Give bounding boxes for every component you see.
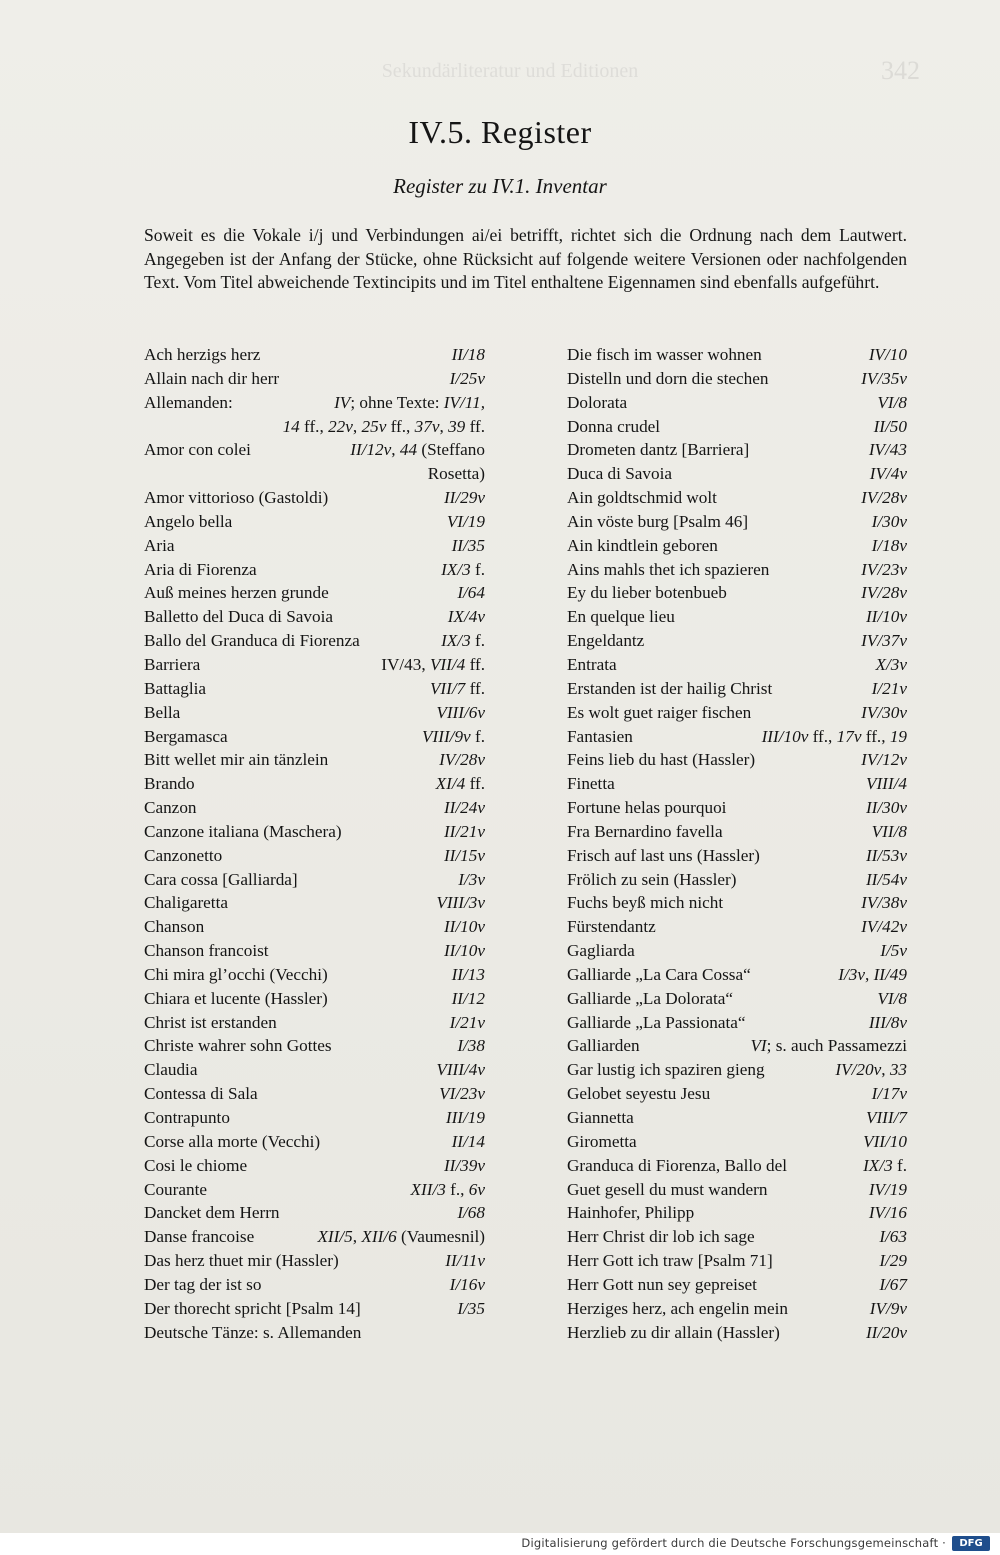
register-entry xyxy=(144,891,485,915)
register-entry xyxy=(144,1297,485,1321)
register-entry xyxy=(144,1106,485,1130)
entry-reference: IV/23v xyxy=(861,559,907,579)
show-through-running-title: Sekundärliteratur und Editionen xyxy=(381,60,639,82)
entry-title: Gar lustig ich spaziren gieng xyxy=(567,1060,765,1080)
register-entry xyxy=(144,701,485,725)
entry-title: Finetta xyxy=(567,774,615,794)
register-entry xyxy=(567,415,907,439)
entry-reference: IX/4v xyxy=(447,607,485,627)
entry-reference: IV/28v xyxy=(861,583,907,603)
register-column-right xyxy=(567,343,907,1344)
register-entry xyxy=(567,1011,907,1035)
entry-title: Battaglia xyxy=(144,678,207,698)
entry-title: Cara cossa [Galliarda] xyxy=(144,869,298,889)
entry-title: Es wolt guet raiger fischen xyxy=(567,702,752,722)
entry-title: Feins lieb du hast (Hassler) xyxy=(567,750,756,770)
entry-title: Girometta xyxy=(567,1131,637,1151)
register-entry xyxy=(567,725,907,749)
entry-reference: VII/8 xyxy=(871,821,907,841)
register-entry xyxy=(567,939,907,963)
entry-title: Hainhofer, Philipp xyxy=(567,1203,695,1223)
dfg-logo: DFG xyxy=(952,1536,990,1551)
entry-reference: XI/4 ff. xyxy=(435,774,485,794)
entry-reference: I/16v xyxy=(449,1274,485,1294)
entry-reference: IV/28v xyxy=(439,750,485,770)
entry-reference: II/15v xyxy=(443,845,485,865)
register-entry xyxy=(144,367,485,391)
register-entry xyxy=(144,653,485,677)
register-entry xyxy=(144,510,485,534)
entry-title: Guet gesell du must wandern xyxy=(567,1179,768,1199)
register-entry xyxy=(144,987,485,1011)
register-entry xyxy=(144,581,485,605)
entry-reference: VIII/4v xyxy=(436,1060,485,1080)
entry-reference: VI/19 xyxy=(446,511,485,531)
digitization-footer xyxy=(0,1533,1000,1555)
entry-title: Ain kindtlein geboren xyxy=(567,535,718,555)
register-entry xyxy=(144,605,485,629)
entry-title: Frölich zu sein (Hassler) xyxy=(567,869,737,889)
entry-title: Herr Gott nun sey gepreiset xyxy=(567,1274,757,1294)
register-entry xyxy=(144,1154,485,1178)
entry-reference: II/10v xyxy=(443,917,485,937)
register-entry xyxy=(144,1201,485,1225)
entry-title: Chiara et lucente (Hassler) xyxy=(144,988,328,1008)
entry-title: Ains mahls thet ich spazieren xyxy=(567,559,770,579)
entry-reference: II/35 xyxy=(451,535,485,555)
entry-title: Gelobet seyestu Jesu xyxy=(567,1084,711,1104)
entry-reference: VIII/9v f. xyxy=(422,726,485,746)
register-entry xyxy=(567,367,907,391)
entry-title: Ain vöste burg [Psalm 46] xyxy=(567,511,749,531)
entry-reference: I/5v xyxy=(880,941,907,961)
entry-title: Cosi le chiome xyxy=(144,1155,248,1175)
entry-reference: I/30v xyxy=(871,511,907,531)
register-entry xyxy=(567,629,907,653)
entry-reference: I/21v xyxy=(871,678,907,698)
entry-reference: IV/42v xyxy=(861,917,907,937)
entry-title: Ey du lieber botenbueb xyxy=(567,583,727,603)
register-entry xyxy=(144,725,485,749)
entry-reference: IX/3 f. xyxy=(441,631,485,651)
register-entry xyxy=(144,1034,485,1058)
entry-reference: VIII/6v xyxy=(436,702,485,722)
entry-reference: VI; s. auch Passamezzi xyxy=(750,1036,907,1056)
register-entry xyxy=(567,1130,907,1154)
entry-reference: IV/20v, 33 xyxy=(835,1060,907,1080)
register-entry xyxy=(567,558,907,582)
entry-reference: III/10v ff., 17v ff., 19 xyxy=(761,726,907,746)
entry-reference: II/10v xyxy=(443,941,485,961)
register-entry xyxy=(567,1178,907,1202)
register-entry xyxy=(567,844,907,868)
entry-reference: II/12v, 44 (Steffano xyxy=(350,440,485,460)
register-entry xyxy=(567,1249,907,1273)
entry-title: Herziges herz, ach engelin mein xyxy=(567,1298,788,1318)
entry-title: Dancket dem Herrn xyxy=(144,1203,280,1223)
register-entry xyxy=(144,462,485,486)
entry-title: Drometen dantz [Barriera] xyxy=(567,440,750,460)
entry-title: Ach herzigs herz xyxy=(144,345,261,364)
entry-reference: II/11v xyxy=(445,1251,485,1271)
entry-reference: IV/35v xyxy=(861,368,907,388)
entry-reference: II/18 xyxy=(451,345,485,364)
entry-title: Aria xyxy=(144,535,175,555)
entry-reference: II/30v xyxy=(865,798,907,818)
entry-title: Canzon xyxy=(144,798,197,818)
entry-title: Fuchs beyß mich nicht xyxy=(567,893,724,913)
entry-reference: IV/43 xyxy=(868,440,907,460)
register-entry xyxy=(144,772,485,796)
register-entry xyxy=(144,1225,485,1249)
entry-title: Corse alla morte (Vecchi) xyxy=(144,1131,321,1151)
entry-title: Allemanden: xyxy=(144,392,233,412)
register-entry xyxy=(144,1058,485,1082)
entry-title: Barriera xyxy=(144,654,201,674)
register-entry xyxy=(144,1082,485,1106)
register-entry xyxy=(567,772,907,796)
entry-title: Bella xyxy=(144,702,181,722)
register-entry xyxy=(567,605,907,629)
register-entry xyxy=(567,987,907,1011)
entry-title: Courante xyxy=(144,1179,208,1199)
entry-title: Bitt wellet mir ain tänzlein xyxy=(144,750,329,770)
register-entry xyxy=(144,629,485,653)
entry-title: Dolorata xyxy=(567,392,628,412)
entry-title: Deutsche Tänze: s. Allemanden xyxy=(144,1322,362,1342)
entry-reference: IV/16 xyxy=(868,1203,907,1223)
entry-reference: IV/28v xyxy=(861,488,907,508)
entry-title: Fantasien xyxy=(567,726,633,746)
entry-reference: VIII/4 xyxy=(865,774,907,794)
entry-reference: II/20v xyxy=(865,1322,907,1342)
entry-reference: 14 ff., 22v, 25v ff., 37v, 39 ff. xyxy=(282,416,485,436)
entry-reference: I/64 xyxy=(457,583,485,603)
entry-reference: III/19 xyxy=(445,1108,485,1127)
entry-title: Amor vittorioso (Gastoldi) xyxy=(144,488,329,508)
register-entry xyxy=(567,391,907,415)
register-entry xyxy=(567,677,907,701)
entry-title: Giannetta xyxy=(567,1108,634,1127)
entry-reference: VI/8 xyxy=(877,988,907,1008)
entry-title: Der tag der ist so xyxy=(144,1274,262,1294)
register-entry xyxy=(144,1321,485,1345)
entry-title: Canzone italiana (Maschera) xyxy=(144,821,342,841)
register-entry xyxy=(144,677,485,701)
entry-title: Ballo del Granduca di Fiorenza xyxy=(144,631,360,651)
entry-reference: IV/9v xyxy=(869,1298,907,1318)
register-entry xyxy=(144,1249,485,1273)
entry-reference: IV/10 xyxy=(868,345,907,364)
entry-reference: II/12 xyxy=(451,988,485,1008)
register-entry xyxy=(567,820,907,844)
entry-title: Herzlieb zu dir allain (Hassler) xyxy=(567,1322,780,1342)
register-entry xyxy=(144,820,485,844)
entry-reference: I/21v xyxy=(449,1012,485,1032)
entry-title: Gagliarda xyxy=(567,941,635,961)
entry-title: Aria di Fiorenza xyxy=(144,559,257,579)
register-entry xyxy=(144,534,485,558)
entry-title: Amor con colei xyxy=(144,440,251,460)
intro-paragraph: Soweit es die Vokale i/j und Verbindungen ai/ei betrifft, richtet sich die Ordnung nach dem Lautwert. Angegeben ist der Anfang der Stücke, ohne Rücksicht auf folgende weitere Versionen oder nachfolgenden Text. Vom Titel abweichende Textincipits und im Titel enthaltene Eigennamen sind ebenfalls aufgeführt. xyxy=(144,225,907,292)
entry-title: Frisch auf last uns (Hassler) xyxy=(567,845,760,865)
entry-reference: IV/38v xyxy=(861,893,907,913)
entry-title: Contrapunto xyxy=(144,1108,230,1127)
entry-title: Galliarde „La Passionata“ xyxy=(567,1012,746,1032)
entry-reference: I/17v xyxy=(871,1084,907,1104)
register-entry xyxy=(567,1225,907,1249)
entry-title: Donna crudel xyxy=(567,416,661,436)
entry-reference: IX/3 f. xyxy=(863,1155,907,1175)
register-entry xyxy=(144,558,485,582)
register-entry xyxy=(567,748,907,772)
entry-title: Fortune helas pourquoi xyxy=(567,798,727,818)
entry-reference: II/39v xyxy=(443,1155,485,1175)
entry-title: Galliarde „La Dolorata“ xyxy=(567,988,734,1008)
register-entry xyxy=(567,343,907,367)
entry-reference: II/24v xyxy=(443,798,485,818)
entry-reference: II/14 xyxy=(451,1131,485,1151)
entry-reference: I/63 xyxy=(879,1227,907,1247)
entry-reference: IV/12v xyxy=(861,750,907,770)
entry-reference: VII/7 ff. xyxy=(429,678,485,698)
entry-reference: I/18v xyxy=(871,535,907,555)
section-subtitle: Register zu IV.1. Inventar xyxy=(393,174,607,198)
register-entry xyxy=(144,1130,485,1154)
entry-reference: IV/43, VII/4 ff. xyxy=(381,654,485,674)
register-entry xyxy=(144,1178,485,1202)
entry-title: Herr Christ dir lob ich sage xyxy=(567,1227,755,1247)
entry-title: Distelln und dorn die stechen xyxy=(567,368,769,388)
entry-reference: II/13 xyxy=(451,964,485,984)
entry-title: Ain goldtschmid wolt xyxy=(567,488,717,508)
entry-title: Fra Bernardino favella xyxy=(567,821,723,841)
entry-title: Chanson xyxy=(144,917,205,937)
register-entry xyxy=(567,701,907,725)
register-entry xyxy=(567,915,907,939)
entry-reference: I/35 xyxy=(457,1298,485,1318)
entry-reference: IV; ohne Texte: IV/11, xyxy=(334,392,485,412)
entry-title: Das herz thuet mir (Hassler) xyxy=(144,1251,339,1271)
entry-reference: I/3v, II/49 xyxy=(838,964,907,984)
register-entry xyxy=(567,581,907,605)
show-through-folio: 342 xyxy=(881,56,920,85)
register-entry xyxy=(144,438,485,462)
entry-reference: VIII/3v xyxy=(436,893,485,913)
entry-reference: IV/4v xyxy=(869,464,907,484)
register-entry xyxy=(144,1273,485,1297)
register-entry xyxy=(144,915,485,939)
entry-reference: I/29 xyxy=(879,1251,907,1271)
register-entry xyxy=(144,844,485,868)
register-column-left xyxy=(144,343,485,1344)
entry-title: En quelque lieu xyxy=(567,607,675,627)
entry-reference: IX/3 f. xyxy=(441,559,485,579)
entry-title: Fürstendantz xyxy=(567,917,656,937)
entry-title: Angelo bella xyxy=(144,511,233,531)
register-entry xyxy=(144,939,485,963)
entry-title: Erstanden ist der hailig Christ xyxy=(567,678,773,698)
register-entry xyxy=(567,510,907,534)
entry-title: Allain nach dir herr xyxy=(144,368,280,388)
entry-title: Engeldantz xyxy=(567,631,645,651)
entry-reference: VI/23v xyxy=(439,1084,485,1104)
entry-title: Chanson francoist xyxy=(144,941,269,961)
entry-title: Brando xyxy=(144,774,195,794)
entry-title: Bergamasca xyxy=(144,726,228,746)
register-entry xyxy=(567,868,907,892)
entry-title: Auß meines herzen grunde xyxy=(144,583,329,603)
entry-reference: XII/3 f., 6v xyxy=(410,1179,485,1199)
entry-reference: II/53v xyxy=(865,845,907,865)
entry-reference: VI/8 xyxy=(877,392,907,412)
entry-title: Chi mira gl’occhi (Vecchi) xyxy=(144,964,328,984)
entry-reference: II/29v xyxy=(443,488,485,508)
entry-title: Christ ist erstanden xyxy=(144,1012,277,1032)
entry-reference: II/21v xyxy=(443,821,485,841)
entry-title: Galliarden xyxy=(567,1036,640,1056)
register-entry xyxy=(567,438,907,462)
register-entry xyxy=(567,534,907,558)
register-entry xyxy=(144,486,485,510)
entry-reference: VIII/7 xyxy=(865,1108,907,1127)
entry-title: Contessa di Sala xyxy=(144,1084,258,1104)
register-entry xyxy=(144,748,485,772)
register-entry xyxy=(144,868,485,892)
register-entry xyxy=(567,1273,907,1297)
entry-reference: III/8v xyxy=(868,1012,907,1032)
register-entry xyxy=(144,415,485,439)
entry-title: Danse francoise xyxy=(144,1227,255,1247)
entry-title: Der thorecht spricht [Psalm 14] xyxy=(144,1298,361,1318)
register-entry xyxy=(567,963,907,987)
entry-reference: X/3v xyxy=(875,654,907,674)
entry-reference: IV/37v xyxy=(861,631,907,651)
register-entry xyxy=(567,1201,907,1225)
entry-reference: I/38 xyxy=(457,1036,485,1056)
register-entry xyxy=(567,1082,907,1106)
entry-reference: IV/19 xyxy=(868,1179,907,1199)
entry-reference: Rosetta) xyxy=(427,464,485,484)
entry-reference: IV/30v xyxy=(861,702,907,722)
register-entry xyxy=(567,486,907,510)
entry-title: Canzonetto xyxy=(144,845,223,865)
entry-title: Granduca di Fiorenza, Ballo del xyxy=(567,1155,788,1175)
entry-reference: II/10v xyxy=(865,607,907,627)
register-entry xyxy=(567,462,907,486)
entry-title: Herr Gott ich traw [Psalm 71] xyxy=(567,1251,773,1271)
entry-reference: II/50 xyxy=(873,416,907,436)
entry-reference: XII/5, XII/6 (Vaumesnil) xyxy=(317,1227,485,1247)
funding-notice: Digitalisierung gefördert durch die Deutsche Forschungsgemeinschaft · xyxy=(521,1536,946,1550)
register-entry xyxy=(567,1154,907,1178)
register-entry xyxy=(567,796,907,820)
entry-reference: I/67 xyxy=(879,1274,907,1294)
entry-reference: VII/10 xyxy=(863,1131,907,1151)
register-entry xyxy=(567,1106,907,1130)
entry-title: Entrata xyxy=(567,654,617,674)
register-entry xyxy=(144,963,485,987)
register-entry xyxy=(567,1058,907,1082)
section-title: IV.5. Register xyxy=(408,114,592,150)
register-entry xyxy=(567,653,907,677)
register-entry xyxy=(144,796,485,820)
entry-title: Duca di Savoia xyxy=(567,464,673,484)
entry-reference: I/3v xyxy=(458,869,485,889)
entry-reference: I/25v xyxy=(449,368,485,388)
entry-title: Die fisch im wasser wohnen xyxy=(567,345,762,364)
entry-title: Chaligaretta xyxy=(144,893,228,913)
register-entry xyxy=(144,1011,485,1035)
register-entry xyxy=(567,1297,907,1321)
entry-reference: I/68 xyxy=(457,1203,485,1223)
register-entry xyxy=(567,1034,907,1058)
register-entry xyxy=(567,891,907,915)
entry-reference: II/54v xyxy=(865,869,907,889)
register-entry xyxy=(567,1321,907,1345)
register-entry xyxy=(144,343,485,367)
entry-title: Claudia xyxy=(144,1060,198,1080)
entry-title: Galliarde „La Cara Cossa“ xyxy=(567,964,751,984)
entry-title: Balletto del Duca di Savoia xyxy=(144,607,334,627)
entry-title: Christe wahrer sohn Gottes xyxy=(144,1036,332,1056)
register-entry xyxy=(144,391,485,415)
